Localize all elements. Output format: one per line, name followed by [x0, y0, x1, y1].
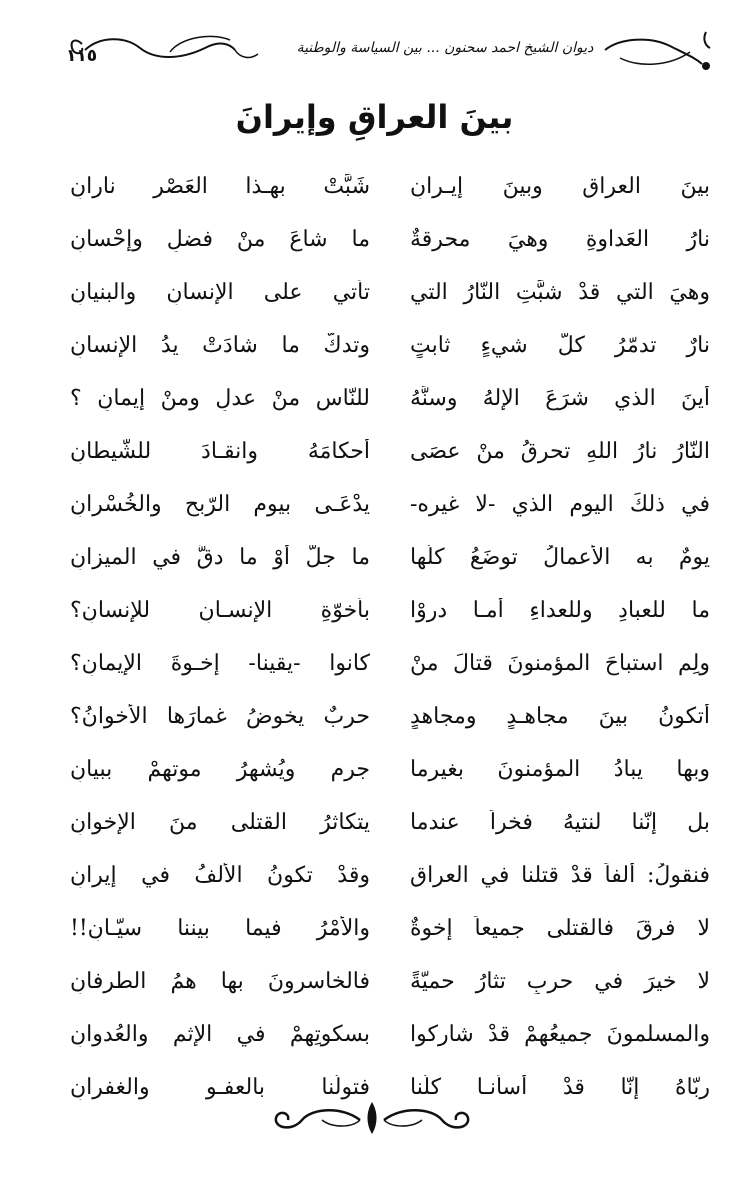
verse-second-hemistich: تأتي على الإنسانِ والبنيانِ — [70, 280, 370, 305]
verse-first-hemistich: نارٌ تدمّرُ كلَّ شيءٍ ثابتٍ — [410, 333, 710, 358]
verse-first-hemistich: لا خيرَ في حربٍ تثارُ حميّةً — [410, 969, 710, 994]
verse-second-hemistich: كانوا -يقينا- إخـوةَ الإيمانِ؟ — [70, 651, 370, 676]
verse-first-hemistich: يومٌ به الأعمالُ توضَعُ كلُّها — [410, 545, 710, 570]
verse-first-hemistich: نارُ العَداوةِ وهيَ محرقةٌ — [410, 227, 710, 252]
verse-second-hemistich: يتكاثرُ القتلى منَ الإخوانِ — [70, 810, 370, 835]
verse-second-hemistich: حربٌ يخوضُ غمارَها الأخوانُ؟ — [70, 704, 370, 729]
running-head: ديوان الشيخ احمد سحنون ... بين السياسة والوطنية — [296, 40, 594, 56]
verse-second-hemistich: جرمٍ ويُشهرُ موتهمْ ببيانِ — [70, 757, 370, 782]
verse-line — [70, 531, 710, 584]
verse-first-hemistich: ربّاهُ إنّا قدْ أسأنـا كلّنا — [410, 1075, 710, 1100]
poem-title: بينَ العراقِ وإيرانَ — [235, 98, 514, 136]
verse-first-hemistich: بل إنّنا لنتيهُ فخراً عندما — [410, 810, 710, 835]
verse-line — [70, 1008, 710, 1061]
verse-line — [70, 849, 710, 902]
verse-first-hemistich: ولِمِ استباحَ المؤمنونَ قتالَ منْ — [410, 651, 710, 676]
page-header — [30, 18, 720, 78]
footer-ornament — [262, 1098, 482, 1138]
verse-line — [70, 319, 710, 372]
verse-line — [70, 743, 710, 796]
verse-second-hemistich: ما جلَّ أوْ ما دقَّ في الميزانِ — [70, 545, 370, 570]
verse-second-hemistich: شَبَّتْ بهـذا العَصْرِ نارانِ — [70, 174, 370, 199]
poem-body — [70, 160, 710, 1114]
verse-first-hemistich: فنقولُ: ألفاً قدْ قتلنا في العراقِ — [410, 863, 710, 888]
verse-line — [70, 902, 710, 955]
verse-line — [70, 425, 710, 478]
verse-first-hemistich: لا فرقَ فالقتلى جميعاً إخوةٌ — [410, 916, 710, 941]
verse-first-hemistich: بينَ العراقِ وبينَ إيـرانِ — [410, 174, 710, 199]
verse-second-hemistich: يدْعَـى بيومِ الرّبحِ والخُسْرانِ — [70, 492, 370, 517]
verse-line — [70, 266, 710, 319]
page-number: ١١٥ — [66, 46, 98, 66]
verse-second-hemistich: فالخاسرونَ بها همُ الطرفانِ — [70, 969, 370, 994]
verse-second-hemistich: بسكوتِهمْ في الإثمِ والعُدوانِ — [70, 1022, 370, 1047]
verse-second-hemistich: للنّاسِ منْ عدلٍ ومنْ إيمانٍ ؟ — [70, 386, 370, 411]
verse-line — [70, 955, 710, 1008]
verse-line — [70, 690, 710, 743]
verse-second-hemistich: بأخوّةِ الإنسـانِ للإنسانِ؟ — [70, 598, 370, 623]
verse-line — [70, 213, 710, 266]
verse-line — [70, 372, 710, 425]
verse-first-hemistich: أتكونُ بينَ مجاهـدٍ ومجاهدٍ — [410, 704, 710, 729]
verse-second-hemistich: وتدكُّ ما شادَتْ يدُ الإنسانِ — [70, 333, 370, 358]
verse-first-hemistich: وبها يبادُ المؤمنونَ بغيرِما — [410, 757, 710, 782]
verse-first-hemistich: النّارُ نارُ اللهِ تحرقُ منْ عصَى — [410, 439, 710, 464]
verse-line — [70, 637, 710, 690]
verse-second-hemistich: أحكامَهُ وانقـادَ للشّيطانِ — [70, 439, 370, 464]
verse-first-hemistich: والمسلمونَ جميعُهمْ قدْ شاركوا — [410, 1022, 710, 1047]
verse-line — [70, 160, 710, 213]
verse-second-hemistich: والأمْرُ فيما بيننا سيّـانِ!! — [70, 916, 370, 941]
verse-line — [70, 478, 710, 531]
verse-second-hemistich: وقدْ تكونُ الألفُ في إيرانِ — [70, 863, 370, 888]
verse-line — [70, 584, 710, 637]
verse-first-hemistich: في ذلكَ اليومِ الذي -لا غيرِه- — [410, 492, 710, 517]
verse-second-hemistich: ما شاعَ منْ فضلٍ وإحْسانِ — [70, 227, 370, 252]
verse-second-hemistich: فتولَّنا بالعفـوِ والغفرانِ — [70, 1075, 370, 1100]
verse-first-hemistich: وهيَ التي قدْ شبَّتِ النّارُ التي — [410, 280, 710, 305]
verse-first-hemistich: ما للعبادِ وللعداءِ أمـا دروْا — [410, 598, 710, 623]
verse-line — [70, 796, 710, 849]
verse-first-hemistich: أينَ الذي شرَعَ الإلهُ وسنَّهُ — [410, 386, 710, 411]
